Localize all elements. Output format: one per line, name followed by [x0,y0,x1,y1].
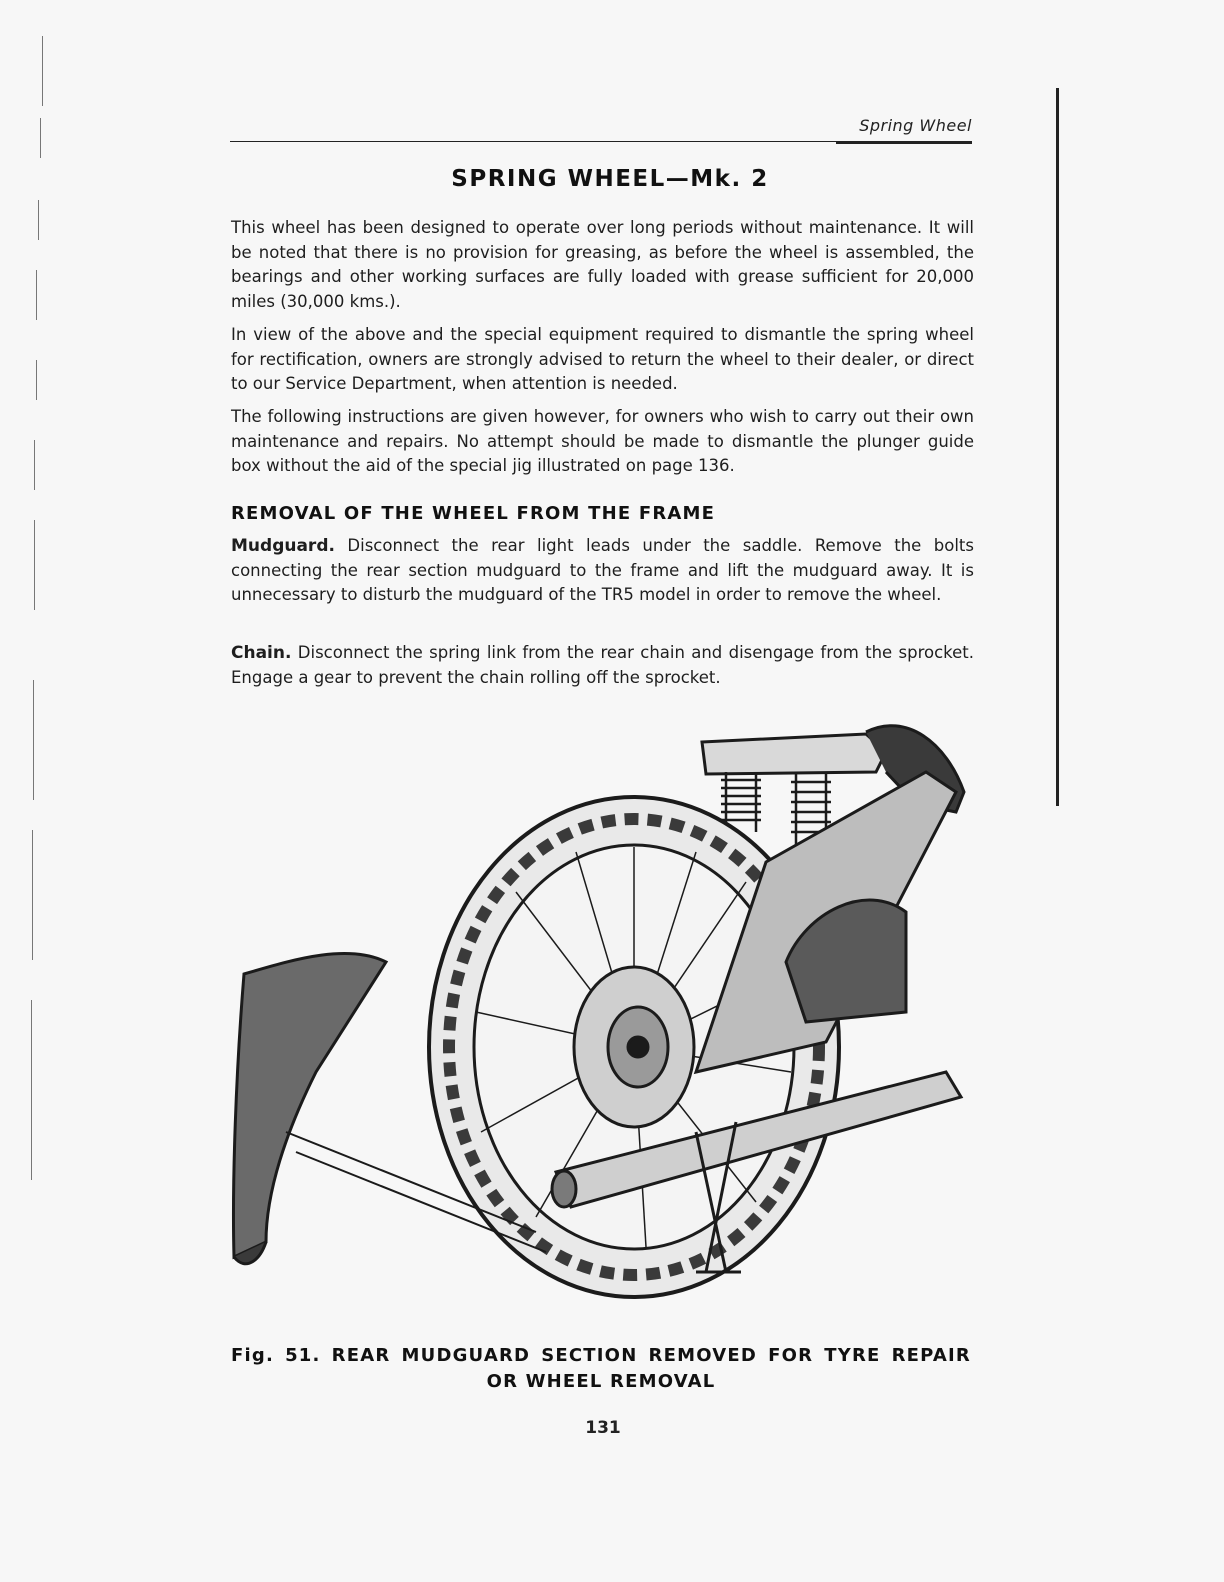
paragraph-chain [231,641,974,690]
motorcycle-rear-illustration [226,712,970,1332]
illustration-svg [226,712,970,1332]
paragraph-service-advice: In view of the above and the special equipment required to dismantle the spring wheel for rectification, owners are strongly advised to return the wheel to their dealer, or direct to our Service Department, when attention is needed. [231,325,974,393]
scan-edge-mark [33,680,34,800]
paragraph-instructions: The following instructions are given however, for owners who wish to carry out their own maintenance and repairs. No attempt should be made to dismantle the plunger guide box without the aid of the special jig illustrated on page 136. [231,407,974,475]
page-edge-rule [1056,88,1059,806]
caption-line-2: OR WHEEL REMOVAL [486,1371,716,1392]
scan-edge-mark [40,118,41,158]
page-number: 131 [585,1418,621,1438]
scan-edge-mark [42,36,43,106]
scan-edge-mark [36,360,37,400]
section-heading: REMOVAL OF THE WHEEL FROM THE FRAME [231,503,716,524]
wheel-hub [574,967,694,1127]
caption-text-1: REAR MUDGUARD SECTION REMOVED FOR TYRE REPAIR [331,1345,971,1366]
paragraph-intro: This wheel has been designed to operate over long periods without maintenance. It will be noted that there is no provision for greasing, as before the wheel is assembled, the bearings and other working surfaces are fully loaded with grease sufficient for 20,000 miles (30,000 kms.). [231,218,974,311]
mudguard-lead: Mudguard. [231,536,335,556]
figure-caption [231,1343,971,1395]
mudguard-section [233,954,386,1257]
chain-text: Disconnect the spring link from the rear chain and disengage from the sprocket. Engage a gear to prevent the chain rolling off the sprocket. [231,643,974,687]
chain-lead: Chain. [231,643,292,663]
header-rule-accent [836,141,972,144]
saddle [702,734,886,774]
page-title: SPRING WHEEL—Mk. 2 [451,166,769,192]
scan-edge-mark [32,830,33,960]
scan-edge-mark [36,270,37,320]
paragraph-mudguard [231,534,974,608]
figure-label: Fig. 51. [231,1345,321,1366]
scan-edge-mark [34,520,35,610]
caption-line-1 [231,1343,971,1369]
scan-edge-mark [34,440,35,490]
scan-edge-mark [38,200,39,240]
running-head: Spring Wheel [859,116,972,135]
mudguard-text: Disconnect the rear light leads under the saddle. Remove the bolts connecting the rear section mudguard to the frame and lift the mudguard away. It is unnecessary to disturb the mudguard of the TR5 model in order to remove the wheel. [231,536,975,604]
scan-edge-mark [31,1000,32,1180]
